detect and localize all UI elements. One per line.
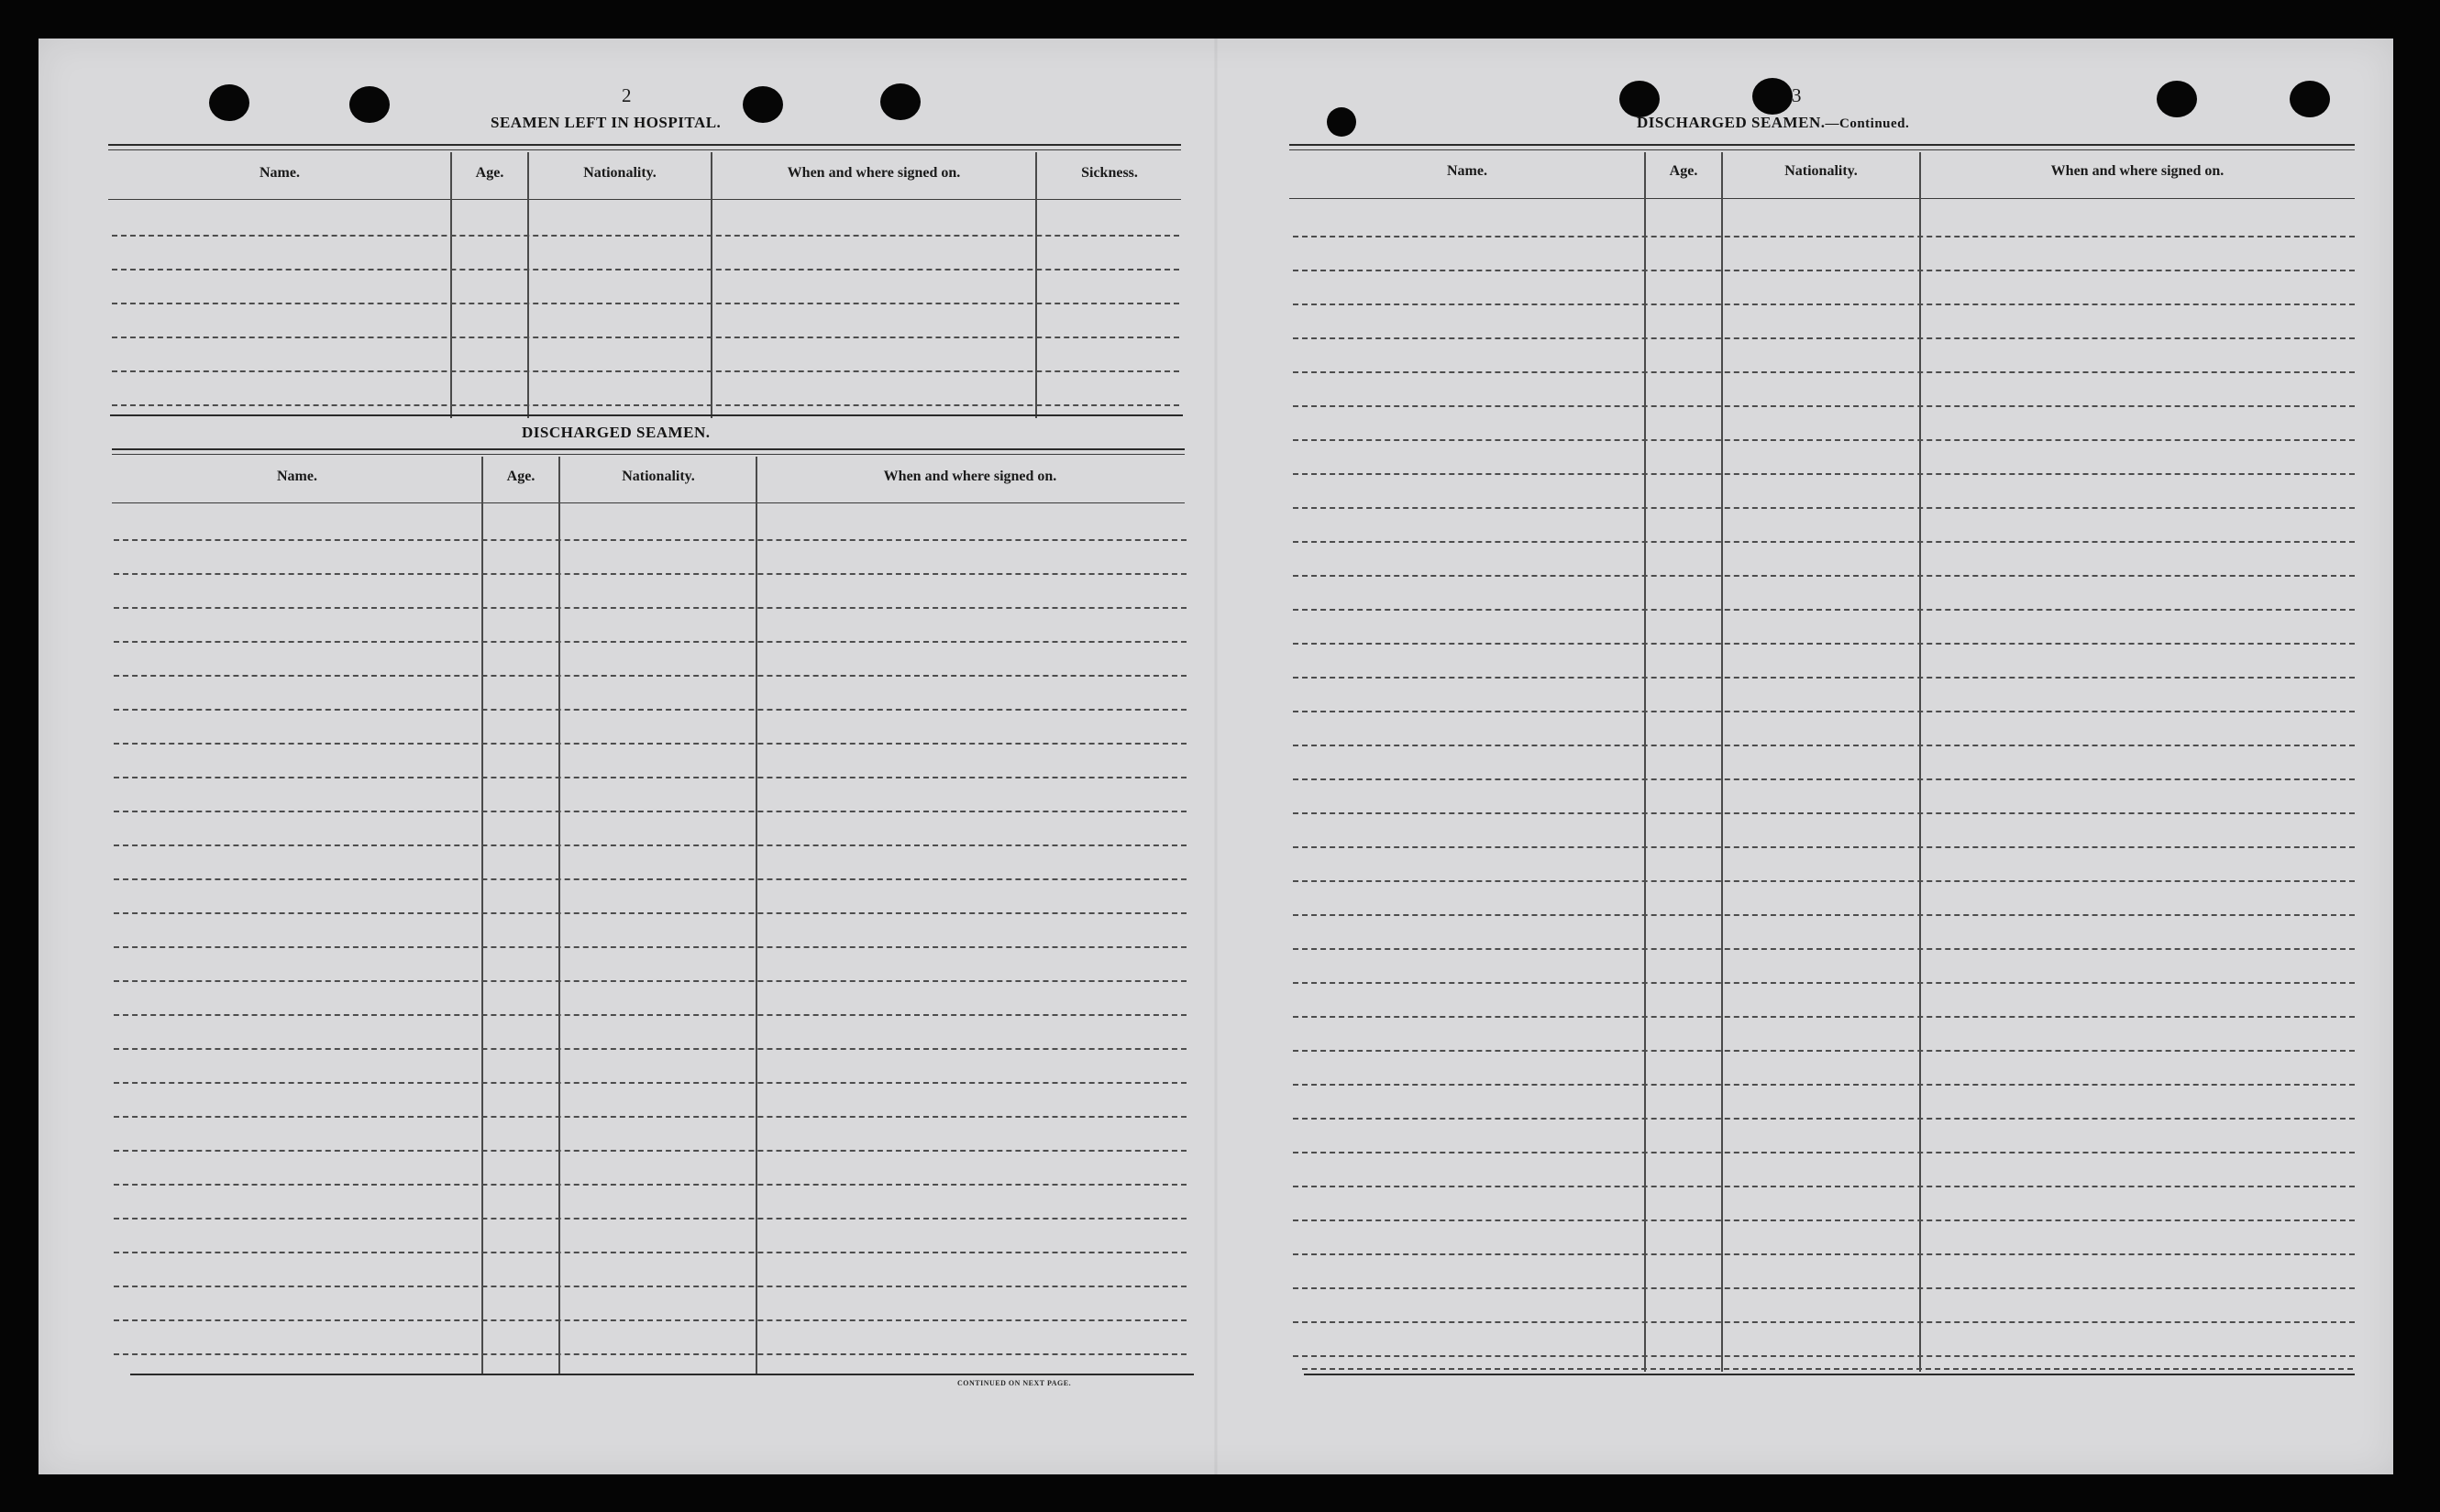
discharged-entry-row[interactable]	[1293, 745, 2355, 746]
discharged-entry-row[interactable]	[1293, 1118, 2355, 1120]
discharged-entry-row[interactable]	[114, 607, 1187, 609]
section-rule	[110, 414, 1183, 416]
column-header-signed-on: When and where signed on.	[2050, 163, 2225, 179]
table-top-rule	[112, 448, 1185, 450]
discharged-entry-row[interactable]	[1293, 507, 2355, 509]
discharged-entry-row[interactable]	[114, 641, 1187, 643]
hospital-entry-row[interactable]	[112, 303, 1179, 304]
discharged-entry-row[interactable]	[114, 912, 1187, 914]
hospital-entry-row[interactable]	[112, 337, 1179, 338]
discharged-entry-row[interactable]	[114, 1184, 1187, 1186]
discharged-entry-row[interactable]	[1293, 541, 2355, 543]
column-header-name: Name.	[259, 165, 300, 181]
discharged-entry-row[interactable]	[1293, 337, 2355, 339]
column-divider	[756, 457, 757, 1374]
discharged-entry-row[interactable]	[1293, 1220, 2355, 1221]
discharged-entry-row[interactable]	[114, 539, 1187, 541]
column-header-sickness: Sickness.	[1081, 165, 1138, 181]
discharged-entry-row[interactable]	[114, 1048, 1187, 1050]
discharged-entry-row[interactable]	[1293, 1287, 2355, 1289]
discharged-entry-row[interactable]	[1293, 778, 2355, 780]
discharged-entry-row[interactable]	[1293, 914, 2355, 916]
discharged-entry-row[interactable]	[114, 1150, 1187, 1152]
discharged-entry-row[interactable]	[1293, 609, 2355, 611]
discharged-entry-row[interactable]	[114, 1286, 1187, 1287]
table-top-rule	[1289, 144, 2355, 146]
discharged-entry-row[interactable]	[1293, 1355, 2355, 1357]
discharged-entry-row[interactable]	[114, 675, 1187, 677]
column-header-age: Age.	[1669, 163, 1698, 179]
discharged-entry-row[interactable]	[114, 1353, 1187, 1355]
discharged-entry-row[interactable]	[114, 878, 1187, 880]
column-divider	[558, 457, 560, 1374]
column-header-nationality: Nationality.	[583, 165, 657, 181]
discharged-entry-row[interactable]	[1293, 711, 2355, 712]
table-top-rule	[112, 454, 1185, 455]
header-underline	[1289, 198, 2355, 199]
discharged-entry-row[interactable]	[114, 811, 1187, 812]
discharged-entry-row[interactable]	[1293, 304, 2355, 305]
discharged-entry-row[interactable]	[1293, 1321, 2355, 1323]
column-header-age: Age.	[475, 165, 504, 181]
discharged-entry-row[interactable]	[1302, 1368, 2353, 1370]
table-bottom-rule	[1304, 1374, 2355, 1375]
header-underline	[112, 502, 1185, 503]
column-divider	[481, 457, 483, 1374]
discharged-entry-row[interactable]	[1293, 1253, 2355, 1255]
column-header-signed-on: When and where signed on.	[883, 469, 1057, 484]
discharged-entry-row[interactable]	[1293, 677, 2355, 679]
table-bottom-rule	[130, 1374, 1194, 1375]
column-header-nationality: Nationality.	[1784, 163, 1858, 179]
discharged-entry-row[interactable]	[1293, 473, 2355, 475]
hospital-entry-row[interactable]	[112, 235, 1179, 237]
discharged-entry-row[interactable]	[1293, 982, 2355, 984]
discharged-entry-row[interactable]	[1293, 812, 2355, 814]
discharged-entry-row[interactable]	[1293, 439, 2355, 441]
column-header-name: Name.	[277, 469, 317, 484]
punch-hole	[2290, 81, 2330, 117]
discharged-entry-row[interactable]	[114, 777, 1187, 778]
discharged-entry-row[interactable]	[114, 709, 1187, 711]
column-header-nationality: Nationality.	[622, 469, 695, 484]
column-divider	[1644, 152, 1646, 1372]
discharged-entry-row[interactable]	[1293, 880, 2355, 882]
ledger-sheet	[39, 39, 2393, 1474]
discharged-entry-row[interactable]	[114, 1014, 1187, 1016]
hospital-entry-row[interactable]	[112, 370, 1179, 372]
punch-hole	[349, 86, 390, 123]
column-divider	[1721, 152, 1723, 1372]
discharged-entry-row[interactable]	[114, 1116, 1187, 1118]
hospital-section-title: SEAMEN LEFT IN HOSPITAL.	[491, 114, 722, 131]
discharged-entry-row[interactable]	[114, 573, 1187, 575]
discharged-entry-row[interactable]	[1293, 1152, 2355, 1153]
discharged-section-title: DISCHARGED SEAMEN.	[522, 424, 711, 441]
section-title-text: DISCHARGED SEAMEN.	[1637, 114, 1826, 131]
punch-hole	[1752, 78, 1793, 115]
discharged-entry-row[interactable]	[1293, 236, 2355, 237]
column-header-name: Name.	[1447, 163, 1487, 179]
discharged-entry-row[interactable]	[1293, 643, 2355, 645]
discharged-entry-row[interactable]	[114, 1082, 1187, 1084]
discharged-entry-row[interactable]	[1293, 405, 2355, 407]
punch-hole	[1327, 107, 1356, 137]
column-header-signed-on: When and where signed on.	[787, 165, 961, 181]
discharged-entry-row[interactable]	[1293, 575, 2355, 577]
discharged-entry-row[interactable]	[114, 980, 1187, 982]
hospital-entry-row[interactable]	[112, 269, 1179, 270]
discharged-entry-row[interactable]	[1293, 846, 2355, 848]
punch-hole	[743, 86, 783, 123]
punch-hole	[1619, 81, 1660, 117]
page-number-left: 2	[622, 84, 632, 106]
discharged-entry-row[interactable]	[114, 1252, 1187, 1253]
continued-note: CONTINUED ON NEXT PAGE.	[957, 1379, 1072, 1387]
page-number-right: 3	[1792, 84, 1802, 106]
discharged-entry-row[interactable]	[114, 1319, 1187, 1321]
table-top-rule	[108, 149, 1181, 150]
table-top-rule	[108, 144, 1181, 146]
continued-suffix: —Continued.	[1825, 116, 1910, 131]
punch-hole	[880, 83, 921, 120]
discharged-entry-row[interactable]	[1293, 1084, 2355, 1086]
table-top-rule	[1289, 149, 2355, 150]
column-divider	[450, 152, 452, 418]
hospital-entry-row[interactable]	[112, 404, 1179, 406]
column-divider	[711, 152, 712, 418]
punch-hole	[209, 84, 249, 121]
discharged-entry-row[interactable]	[1293, 1050, 2355, 1052]
discharged-entry-row[interactable]	[114, 844, 1187, 846]
discharged-entry-row[interactable]	[114, 946, 1187, 948]
discharged-entry-row[interactable]	[114, 743, 1187, 745]
discharged-continued-title	[1637, 114, 1909, 132]
discharged-entry-row[interactable]	[1293, 1186, 2355, 1187]
discharged-entry-row[interactable]	[1293, 371, 2355, 373]
column-header-age: Age.	[506, 469, 535, 484]
discharged-entry-row[interactable]	[1293, 270, 2355, 271]
center-fold	[1214, 39, 1218, 1474]
header-underline	[108, 199, 1181, 200]
discharged-entry-row[interactable]	[114, 1218, 1187, 1220]
column-divider	[1919, 152, 1921, 1372]
discharged-entry-row[interactable]	[1293, 1016, 2355, 1018]
column-divider	[1035, 152, 1037, 418]
column-divider	[527, 152, 529, 418]
punch-hole	[2157, 81, 2197, 117]
discharged-entry-row[interactable]	[1293, 948, 2355, 950]
